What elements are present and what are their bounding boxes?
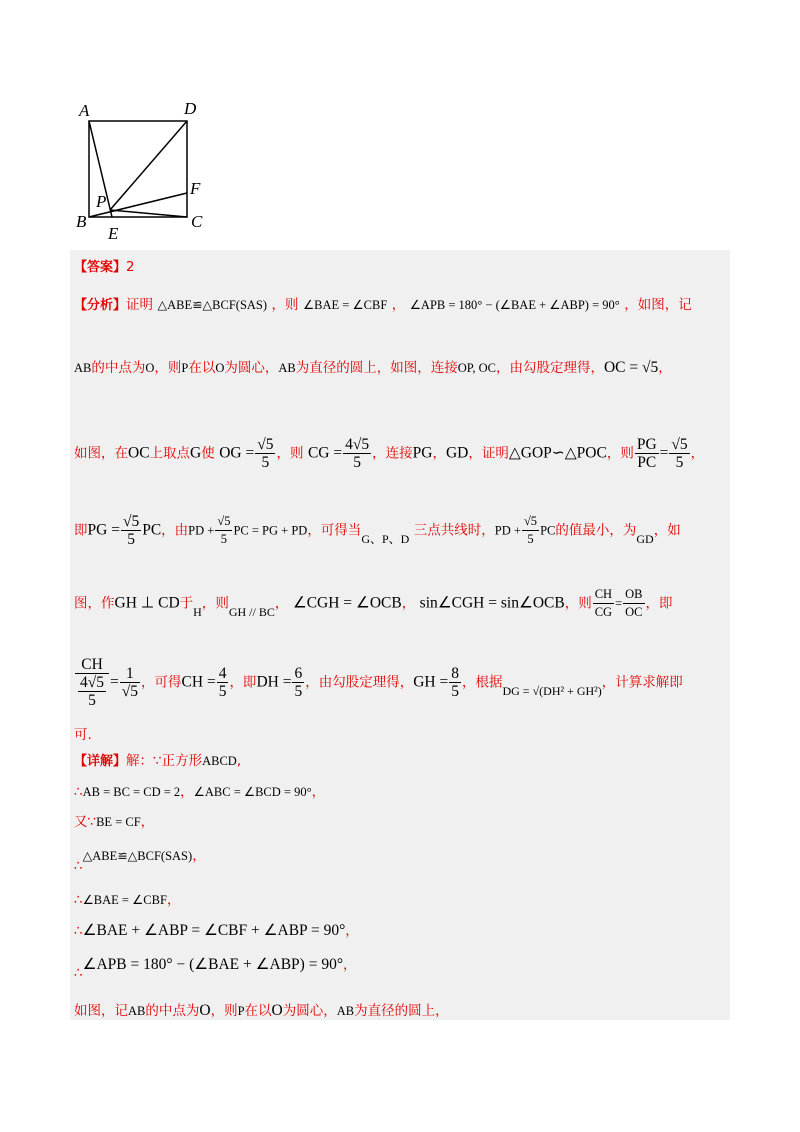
numerator: 6	[294, 665, 303, 682]
text: ，计算求解即	[601, 674, 683, 691]
text: 于	[179, 595, 194, 612]
analysis-line-7	[74, 725, 726, 745]
text: ，即	[229, 674, 257, 691]
denominator: 5	[261, 454, 270, 471]
compound-fraction	[75, 656, 109, 709]
therefore-symbol: ∴	[74, 965, 83, 981]
geometry-figure	[70, 96, 220, 246]
math: GD	[636, 531, 654, 546]
denominator: √5	[121, 683, 139, 700]
inner-fraction	[78, 674, 106, 709]
answer-heading: 【答案】	[74, 260, 127, 275]
therefore-symbol: ∴	[74, 784, 83, 800]
text: ，	[180, 784, 194, 800]
math: AB	[74, 361, 92, 375]
math: sin∠CGH = sin∠OCB	[419, 594, 565, 612]
math: O	[215, 361, 225, 375]
fraction	[623, 586, 644, 621]
math: ∠BAE + ∠ABP = ∠CBF + ∠ABP = 90°	[82, 922, 346, 939]
math: ∠BAE = ∠CBF	[302, 298, 388, 312]
text: ，	[166, 892, 181, 908]
math: OP, OC	[457, 361, 496, 375]
fraction	[292, 665, 304, 700]
text: ，根据	[461, 674, 503, 691]
math: P	[181, 361, 189, 375]
math: GH ⊥ CD	[114, 594, 180, 612]
text: ，由	[161, 522, 189, 539]
numerator: OB	[623, 586, 644, 604]
text: ，可得	[141, 674, 182, 691]
detail-line-7	[74, 1001, 726, 1021]
because-symbol: 又∵	[74, 814, 97, 830]
math: PC	[142, 521, 162, 539]
answer-line	[74, 257, 726, 278]
math: DH =	[256, 673, 292, 691]
label-c: C	[191, 212, 203, 231]
math: PD +	[188, 523, 215, 538]
text: ，连接	[372, 445, 413, 462]
math: G、P、D	[361, 531, 410, 546]
text: ，	[401, 595, 416, 612]
math: ∠APB = 180° − (∠BAE + ∠ABP) = 90°	[409, 298, 620, 312]
analysis-line-2	[74, 358, 726, 378]
math: DG = √(DH² + GH²)	[502, 683, 602, 698]
numerator: √5	[671, 436, 688, 453]
numerator: 1	[120, 665, 140, 683]
fraction	[120, 665, 140, 700]
analysis-line-4	[74, 513, 726, 548]
numerator: 4√5	[345, 436, 370, 453]
text: 为直径的圆上，	[354, 1003, 449, 1019]
math: GD	[445, 444, 469, 462]
math: CG =	[307, 444, 343, 462]
text: ，由勾股定理得，	[305, 674, 414, 691]
denominator: CG	[594, 605, 613, 619]
text: 为直径的圆上，如图，连接	[295, 360, 458, 376]
numerator: √5	[215, 513, 232, 531]
fraction	[593, 586, 614, 621]
denominator	[75, 674, 109, 709]
therefore-symbol: ∴	[74, 923, 83, 939]
text: ，则	[564, 595, 592, 612]
math: OC	[128, 444, 150, 462]
math: PG =	[87, 521, 120, 539]
text: 的中点为	[145, 1003, 200, 1019]
math: O	[145, 361, 155, 375]
math: ABCD	[202, 754, 237, 768]
text: ，	[345, 923, 359, 939]
numerator: √5	[122, 513, 140, 530]
math: =	[659, 444, 669, 462]
detail-line-1	[74, 782, 726, 802]
text: 为圆心，	[224, 360, 279, 376]
math: ∠BAE = ∠CBF	[82, 893, 167, 907]
fraction	[215, 513, 232, 548]
text: 在以	[188, 360, 216, 376]
math: PC	[540, 523, 556, 538]
answer-value: 2	[126, 259, 135, 275]
math: AB	[128, 1004, 146, 1018]
denominator: PC	[637, 454, 657, 471]
label-p: P	[96, 192, 107, 211]
numerator: 4	[218, 665, 227, 682]
detail-line-4	[74, 890, 726, 910]
label-d: D	[184, 99, 197, 118]
numerator: CH	[75, 656, 109, 674]
label-f: F	[190, 179, 201, 198]
text: ，如	[653, 522, 681, 539]
text: 证明	[126, 297, 154, 313]
math: ∠APB = 180° − (∠BAE + ∠ABP) = 90°	[82, 956, 344, 973]
text: 可.	[74, 727, 92, 743]
analysis-line-1	[74, 295, 726, 316]
text: 的值最小，为	[555, 522, 637, 539]
detail-line-5	[74, 921, 726, 941]
label-e: E	[108, 224, 119, 243]
text: ，则	[201, 595, 229, 612]
text: ，	[432, 445, 446, 462]
math: PC = PG + PD	[233, 523, 308, 538]
math: O	[199, 1002, 211, 1019]
math: H	[193, 604, 202, 619]
analysis-heading: 【分析】	[74, 298, 127, 313]
fraction	[635, 436, 659, 471]
math: ∠CGH = ∠OCB	[292, 594, 402, 612]
analysis-line-3	[74, 436, 726, 471]
label-a: A	[79, 101, 90, 120]
detail-line-0	[74, 751, 726, 772]
segment-pc	[110, 210, 187, 217]
denominator: 5	[294, 683, 303, 700]
text: 如图，记	[74, 1003, 128, 1019]
math: ∠ABC = ∠BCD = 90°	[193, 785, 312, 799]
math: △ABE≌△BCF(SAS)	[82, 849, 193, 863]
math: AB = BC = CD = 2	[82, 785, 181, 799]
therefore-symbol: ∴	[74, 892, 83, 908]
text: 为圆心，	[282, 1003, 337, 1019]
text: 图，作	[74, 595, 115, 612]
text: 上取点	[149, 445, 191, 462]
detail-line-2	[74, 812, 726, 832]
numerator: CH	[593, 586, 614, 604]
denominator: 5	[127, 531, 135, 548]
math: G	[190, 444, 202, 462]
text: ，可得当	[307, 522, 362, 539]
text: 解：∵正方形	[126, 753, 203, 769]
numerator: √5	[257, 436, 274, 453]
detail-heading: 【详解】	[74, 754, 127, 769]
fraction	[669, 436, 689, 471]
text: ，	[311, 784, 326, 800]
analysis-line-5	[74, 586, 726, 621]
denominator: OC	[625, 605, 643, 619]
denominator: 5	[675, 454, 684, 471]
text: 的中点为	[91, 360, 146, 376]
math: AB	[278, 361, 296, 375]
math: O	[271, 1002, 283, 1019]
math: GH =	[413, 673, 449, 691]
text: ，	[192, 848, 206, 864]
text: ，则	[154, 360, 182, 376]
text: 三点共线时，	[413, 522, 495, 539]
text: ，	[274, 595, 289, 612]
numerator: 4√5	[80, 674, 105, 691]
fraction	[217, 665, 229, 700]
math: CH =	[181, 673, 216, 691]
text: ，则	[606, 445, 634, 462]
text: ，则	[276, 445, 304, 462]
math: P	[237, 1004, 245, 1018]
text: 如图，在	[74, 445, 128, 462]
math: =	[615, 596, 623, 611]
numerator: PG	[636, 436, 657, 453]
text: 即	[74, 522, 88, 539]
analysis-line-6	[74, 656, 726, 709]
denominator: 5	[451, 683, 459, 700]
fraction	[522, 513, 539, 548]
segment-dp	[110, 121, 187, 210]
square-diagram	[70, 96, 220, 246]
text: ，	[343, 957, 357, 973]
denominator: 5	[220, 532, 228, 546]
text: ，则	[271, 297, 299, 313]
numerator: 8	[451, 665, 459, 682]
text: ，	[690, 445, 705, 462]
text: ，	[391, 297, 406, 313]
fraction	[121, 513, 141, 548]
label-b: B	[76, 212, 87, 231]
denominator: 5	[353, 454, 361, 471]
detail-line-6	[74, 955, 726, 981]
text: 在以	[244, 1003, 272, 1019]
text: ,	[236, 753, 242, 769]
math: △GOP∽△POC	[508, 444, 607, 462]
therefore-symbol: ∴	[74, 858, 83, 874]
detail-line-3	[74, 846, 726, 874]
math: OG =	[219, 444, 255, 462]
math: AB	[336, 1004, 355, 1018]
math: BE = CF	[96, 815, 141, 829]
denominator: 5	[88, 692, 96, 709]
fraction	[449, 665, 461, 700]
denominator: 5	[527, 532, 534, 546]
text: ，	[658, 360, 672, 376]
text: ，即	[645, 595, 673, 612]
denominator: 5	[218, 683, 227, 700]
math: △ABE≌△BCF(SAS)	[157, 298, 268, 312]
fraction	[343, 436, 371, 471]
math: PD +	[494, 523, 521, 538]
text: ，证明	[468, 445, 509, 462]
text: ，由勾股定理得，	[495, 360, 604, 376]
text: ，如图，记	[624, 297, 692, 313]
math: GH // BC	[228, 604, 275, 619]
math: =	[110, 673, 119, 691]
math: OC = √5	[603, 359, 659, 376]
text: ，则	[210, 1003, 238, 1019]
numerator: √5	[522, 513, 539, 531]
text: ，	[140, 814, 155, 830]
text: 使	[201, 445, 215, 462]
fraction	[255, 436, 275, 471]
math: PG	[412, 444, 433, 462]
